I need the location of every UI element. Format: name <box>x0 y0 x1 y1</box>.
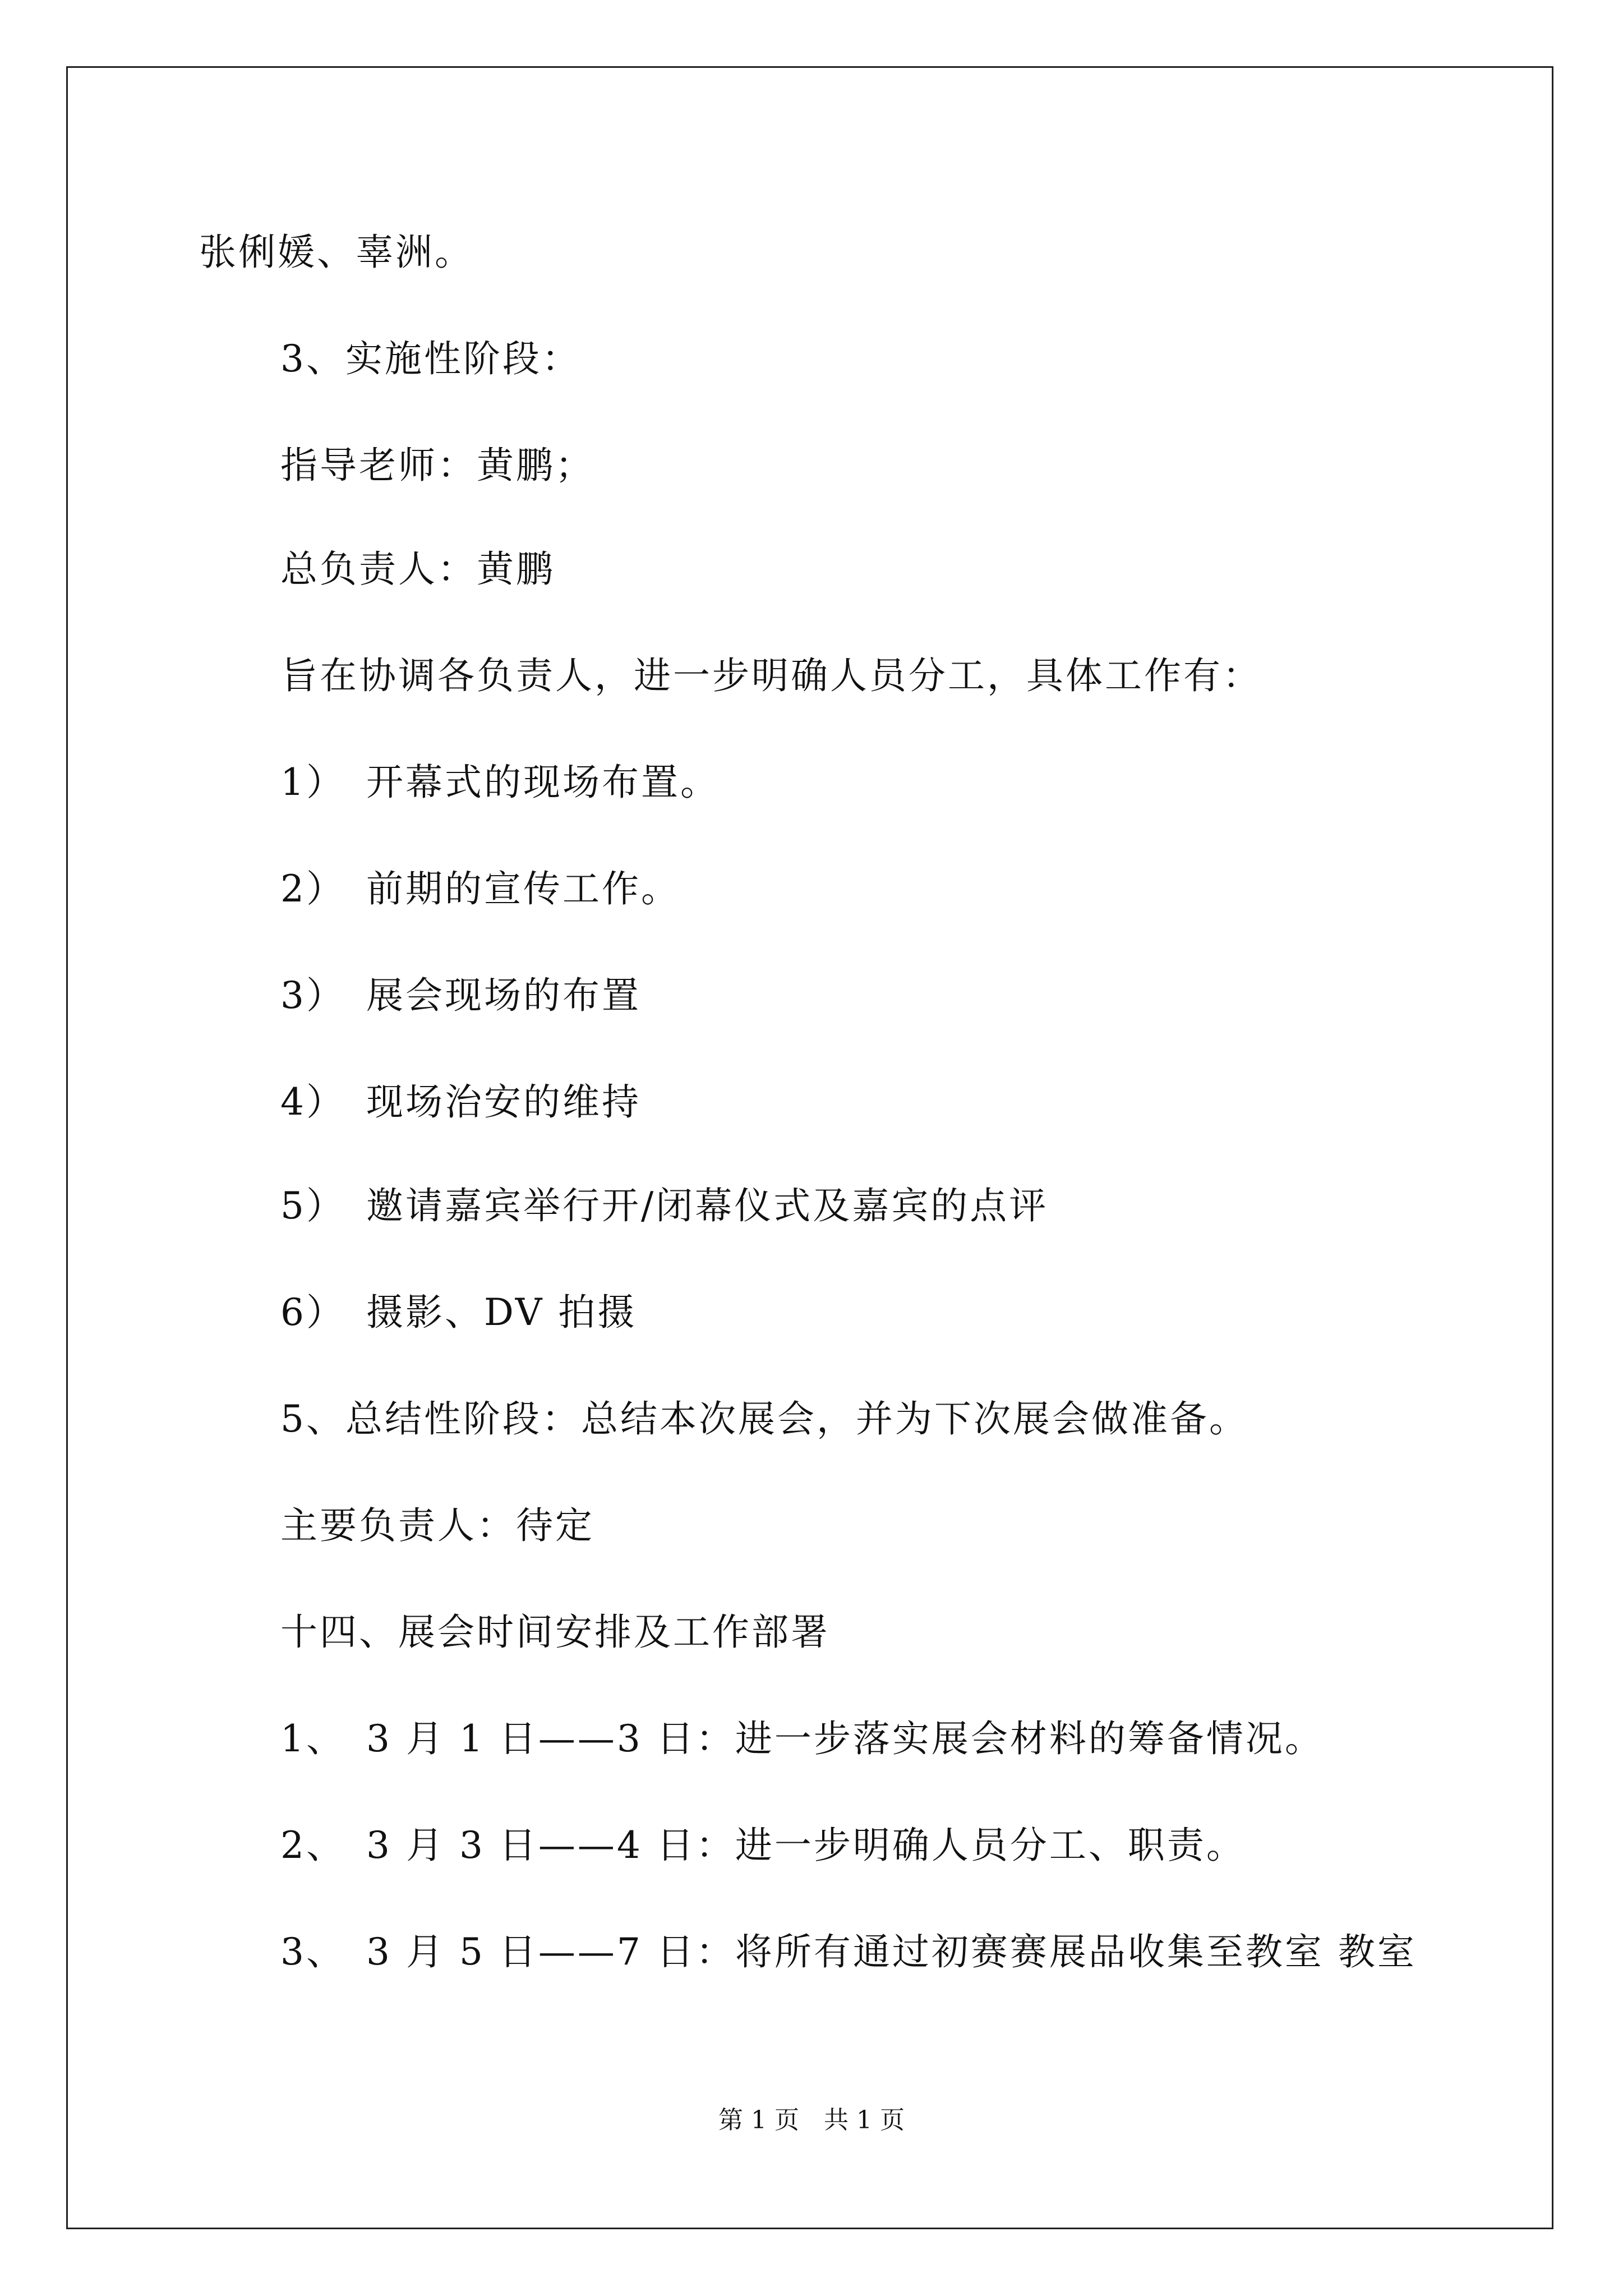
list-item-5: 5） 邀请嘉宾举行开/闭幕仪式及嘉宾的点评 <box>280 1184 1049 1227</box>
schedule-item-2: 2、 3 月 3 日——4 日：进一步明确人员分工、职责。 <box>280 1824 1246 1867</box>
text-line-lead: 总负责人：黄鹏 <box>280 547 555 591</box>
list-item-4: 4） 现场治安的维持 <box>280 1080 641 1124</box>
list-item-6: 6） 摄影、DV 拍摄 <box>280 1291 637 1334</box>
page-footer: 第 1 页 共 1 页 <box>718 2106 905 2134</box>
text-line-main-lead: 主要负责人：待定 <box>280 1504 594 1547</box>
schedule-item-1: 1、 3 月 1 日——3 日：进一步落实展会材料的筹备情况。 <box>280 1717 1324 1760</box>
text-line-purpose: 旨在协调各负责人，进一步明确人员分工，具体工作有： <box>280 654 1262 697</box>
section-heading-implementation: 3、实施性阶段： <box>280 337 581 380</box>
list-item-3: 3） 展会现场的布置 <box>280 974 641 1017</box>
section-heading-schedule: 十四、展会时间安排及工作部署 <box>280 1611 830 1654</box>
list-item-1: 1） 开幕式的现场布置。 <box>280 761 720 804</box>
text-line-1: 张俐媛、辜洲。 <box>199 231 474 274</box>
page-border <box>66 66 1553 2229</box>
section-heading-summary: 5、总结性阶段：总结本次展会，并为下次展会做准备。 <box>280 1397 1248 1441</box>
schedule-item-3: 3、 3 月 5 日——7 日：将所有通过初赛赛展品收集至教室 教室 <box>280 1930 1417 1973</box>
text-line-advisor: 指导老师：黄鹏； <box>280 444 594 487</box>
list-item-2: 2） 前期的宣传工作。 <box>280 867 680 910</box>
